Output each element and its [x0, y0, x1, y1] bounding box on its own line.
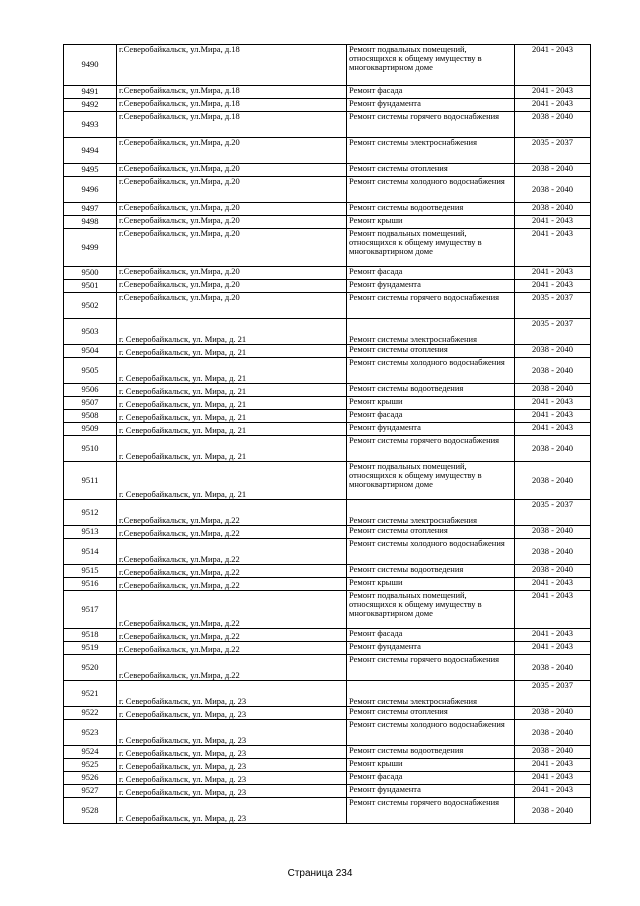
- table-row: [64, 293, 591, 319]
- row-period: 2038 - 2040: [515, 720, 591, 746]
- row-number: 9495: [64, 164, 117, 177]
- row-work-type: Ремонт фасада: [347, 629, 515, 642]
- row-period: 2041 - 2043: [515, 86, 591, 99]
- row-number: 9507: [64, 397, 117, 410]
- row-work-type: Ремонт подвальных помещений, относящихся к общему имуществу в многоквартирном доме: [347, 45, 515, 86]
- row-address: г. Северобайкальск, ул. Мира, д. 21: [117, 423, 347, 436]
- row-number: 9517: [64, 591, 117, 629]
- table-row: [64, 591, 591, 629]
- row-number: 9513: [64, 526, 117, 539]
- row-number: 9490: [64, 45, 117, 86]
- table-row: [64, 681, 591, 707]
- row-number: 9526: [64, 772, 117, 785]
- row-number: 9525: [64, 759, 117, 772]
- row-period: 2041 - 2043: [515, 45, 591, 86]
- row-address: г. Северобайкальск, ул. Мира, д. 23: [117, 759, 347, 772]
- row-address: г.Северобайкальск, ул.Мира, д.18: [117, 112, 347, 138]
- table-row: [64, 798, 591, 824]
- row-address: г. Северобайкальск, ул. Мира, д. 21: [117, 410, 347, 423]
- row-period: 2041 - 2043: [515, 591, 591, 629]
- table-row: [64, 578, 591, 591]
- row-number: 9524: [64, 746, 117, 759]
- row-number: 9502: [64, 293, 117, 319]
- row-period: 2035 - 2037: [515, 138, 591, 164]
- row-period: 2038 - 2040: [515, 526, 591, 539]
- row-address: г.Северобайкальск, ул.Мира, д.22: [117, 629, 347, 642]
- row-work-type: Ремонт системы горячего водоснабжения: [347, 112, 515, 138]
- row-number: 9497: [64, 203, 117, 216]
- row-period: 2038 - 2040: [515, 462, 591, 500]
- row-address: г. Северобайкальск, ул. Мира, д. 23: [117, 707, 347, 720]
- row-number: 9520: [64, 655, 117, 681]
- row-work-type: Ремонт крыши: [347, 759, 515, 772]
- page-number: Страница 234: [287, 868, 353, 879]
- row-number: 9519: [64, 642, 117, 655]
- row-number: 9501: [64, 280, 117, 293]
- row-work-type: Ремонт системы водоотведения: [347, 565, 515, 578]
- table-row: [64, 138, 591, 164]
- register-table: [63, 44, 591, 824]
- row-address: г.Северобайкальск, ул.Мира, д.22: [117, 655, 347, 681]
- table-row: [64, 642, 591, 655]
- row-number: 9515: [64, 565, 117, 578]
- row-period: 2038 - 2040: [515, 384, 591, 397]
- row-number: 9498: [64, 216, 117, 229]
- row-number: 9505: [64, 358, 117, 384]
- row-work-type: Ремонт системы холодного водоснабжения: [347, 177, 515, 203]
- row-number: 9499: [64, 229, 117, 267]
- row-address: г.Северобайкальск, ул.Мира, д.20: [117, 138, 347, 164]
- row-number: 9527: [64, 785, 117, 798]
- row-work-type: Ремонт фасада: [347, 772, 515, 785]
- row-work-type: Ремонт системы горячего водоснабжения: [347, 798, 515, 824]
- row-period: 2041 - 2043: [515, 397, 591, 410]
- row-work-type: Ремонт крыши: [347, 578, 515, 591]
- table-row: [64, 410, 591, 423]
- row-work-type: Ремонт фундамента: [347, 423, 515, 436]
- row-number: 9492: [64, 99, 117, 112]
- row-work-type: Ремонт системы отопления: [347, 345, 515, 358]
- row-address: г. Северобайкальск, ул. Мира, д. 23: [117, 720, 347, 746]
- table-row: [64, 655, 591, 681]
- row-address: г.Северобайкальск, ул.Мира, д.20: [117, 164, 347, 177]
- table-row: [64, 772, 591, 785]
- row-period: 2041 - 2043: [515, 759, 591, 772]
- table-row: [64, 539, 591, 565]
- row-address: г.Северобайкальск, ул.Мира, д.20: [117, 177, 347, 203]
- row-period: 2041 - 2043: [515, 229, 591, 267]
- row-address: г. Северобайкальск, ул. Мира, д. 23: [117, 746, 347, 759]
- row-address: г.Северобайкальск, ул.Мира, д.20: [117, 293, 347, 319]
- table-row: [64, 500, 591, 526]
- row-address: г.Северобайкальск, ул.Мира, д.22: [117, 578, 347, 591]
- table-row: [64, 177, 591, 203]
- row-work-type: Ремонт системы отопления: [347, 164, 515, 177]
- row-address: г. Северобайкальск, ул. Мира, д. 21: [117, 345, 347, 358]
- row-period: 2041 - 2043: [515, 578, 591, 591]
- row-work-type: Ремонт фундамента: [347, 280, 515, 293]
- row-number: 9496: [64, 177, 117, 203]
- row-number: 9504: [64, 345, 117, 358]
- row-period: 2041 - 2043: [515, 216, 591, 229]
- row-address: г. Северобайкальск, ул. Мира, д. 21: [117, 384, 347, 397]
- table-row: [64, 423, 591, 436]
- row-address: г. Северобайкальск, ул. Мира, д. 23: [117, 772, 347, 785]
- row-work-type: Ремонт крыши: [347, 216, 515, 229]
- row-address: г. Северобайкальск, ул. Мира, д. 21: [117, 397, 347, 410]
- table-row: [64, 267, 591, 280]
- row-address: г.Северобайкальск, ул.Мира, д.22: [117, 565, 347, 578]
- row-address: г.Северобайкальск, ул.Мира, д.18: [117, 99, 347, 112]
- row-address: г. Северобайкальск, ул. Мира, д. 21: [117, 319, 347, 345]
- row-work-type: Ремонт фундамента: [347, 642, 515, 655]
- row-address: г. Северобайкальск, ул. Мира, д. 23: [117, 785, 347, 798]
- row-number: 9500: [64, 267, 117, 280]
- row-period: 2041 - 2043: [515, 267, 591, 280]
- row-work-type: Ремонт системы холодного водоснабжения: [347, 720, 515, 746]
- row-period: 2035 - 2037: [515, 500, 591, 526]
- row-period: 2038 - 2040: [515, 655, 591, 681]
- row-period: 2038 - 2040: [515, 565, 591, 578]
- row-work-type: Ремонт фасада: [347, 410, 515, 423]
- table-row: [64, 629, 591, 642]
- row-period: 2041 - 2043: [515, 772, 591, 785]
- row-period: 2041 - 2043: [515, 423, 591, 436]
- row-period: 2041 - 2043: [515, 280, 591, 293]
- row-period: 2041 - 2043: [515, 99, 591, 112]
- row-work-type: Ремонт системы электроснабжения: [347, 138, 515, 164]
- register-table-body: [64, 45, 591, 824]
- row-address: г.Северобайкальск, ул.Мира, д.22: [117, 500, 347, 526]
- row-number: 9528: [64, 798, 117, 824]
- row-address: г.Северобайкальск, ул.Мира, д.20: [117, 229, 347, 267]
- row-work-type: Ремонт фундамента: [347, 99, 515, 112]
- row-address: г.Северобайкальск, ул.Мира, д.20: [117, 216, 347, 229]
- row-address: г.Северобайкальск, ул.Мира, д.18: [117, 86, 347, 99]
- row-number: 9491: [64, 86, 117, 99]
- row-period: 2038 - 2040: [515, 345, 591, 358]
- table-row: [64, 720, 591, 746]
- row-period: 2035 - 2037: [515, 681, 591, 707]
- table-row: [64, 345, 591, 358]
- table-row: [64, 462, 591, 500]
- row-work-type: Ремонт системы холодного водоснабжения: [347, 358, 515, 384]
- row-work-type: Ремонт системы электроснабжения: [347, 500, 515, 526]
- table-row: [64, 280, 591, 293]
- row-work-type: Ремонт фасада: [347, 267, 515, 280]
- row-work-type: Ремонт системы холодного водоснабжения: [347, 539, 515, 565]
- table-row: [64, 785, 591, 798]
- row-address: г. Северобайкальск, ул. Мира, д. 23: [117, 798, 347, 824]
- row-period: 2038 - 2040: [515, 177, 591, 203]
- table-row: [64, 358, 591, 384]
- table-row: [64, 436, 591, 462]
- row-work-type: Ремонт крыши: [347, 397, 515, 410]
- table-row: [64, 526, 591, 539]
- row-period: 2038 - 2040: [515, 164, 591, 177]
- row-address: г. Северобайкальск, ул. Мира, д. 21: [117, 462, 347, 500]
- row-address: г. Северобайкальск, ул. Мира, д. 23: [117, 681, 347, 707]
- table-row: [64, 229, 591, 267]
- table-row: [64, 203, 591, 216]
- row-period: 2038 - 2040: [515, 746, 591, 759]
- row-number: 9522: [64, 707, 117, 720]
- row-number: 9508: [64, 410, 117, 423]
- row-work-type: Ремонт системы водоотведения: [347, 384, 515, 397]
- row-number: 9512: [64, 500, 117, 526]
- table-row: [64, 86, 591, 99]
- row-period: 2038 - 2040: [515, 798, 591, 824]
- row-number: 9506: [64, 384, 117, 397]
- row-work-type: Ремонт подвальных помещений, относящихся к общему имуществу в многоквартирном доме: [347, 591, 515, 629]
- row-work-type: Ремонт системы горячего водоснабжения: [347, 293, 515, 319]
- row-work-type: Ремонт системы водоотведения: [347, 746, 515, 759]
- table-row: [64, 746, 591, 759]
- row-number: 9493: [64, 112, 117, 138]
- row-work-type: Ремонт системы горячего водоснабжения: [347, 655, 515, 681]
- table-row: [64, 319, 591, 345]
- row-work-type: Ремонт фасада: [347, 86, 515, 99]
- row-work-type: Ремонт системы отопления: [347, 526, 515, 539]
- table-row: [64, 397, 591, 410]
- row-period: 2041 - 2043: [515, 410, 591, 423]
- table-row: [64, 45, 591, 86]
- row-number: 9503: [64, 319, 117, 345]
- row-address: г.Северобайкальск, ул.Мира, д.20: [117, 267, 347, 280]
- row-period: 2035 - 2037: [515, 319, 591, 345]
- row-number: 9514: [64, 539, 117, 565]
- row-address: г.Северобайкальск, ул.Мира, д.22: [117, 539, 347, 565]
- row-number: 9521: [64, 681, 117, 707]
- table-row: [64, 99, 591, 112]
- row-address: г.Северобайкальск, ул.Мира, д.20: [117, 280, 347, 293]
- row-period: 2035 - 2037: [515, 293, 591, 319]
- row-address: г.Северобайкальск, ул.Мира, д.22: [117, 642, 347, 655]
- row-number: 9494: [64, 138, 117, 164]
- row-number: 9518: [64, 629, 117, 642]
- table-row: [64, 112, 591, 138]
- row-address: г.Северобайкальск, ул.Мира, д.20: [117, 203, 347, 216]
- row-work-type: Ремонт системы электроснабжения: [347, 681, 515, 707]
- row-number: 9511: [64, 462, 117, 500]
- row-period: 2038 - 2040: [515, 436, 591, 462]
- row-work-type: Ремонт подвальных помещений, относящихся к общему имуществу в многоквартирном доме: [347, 462, 515, 500]
- row-work-type: Ремонт фундамента: [347, 785, 515, 798]
- row-address: г.Северобайкальск, ул.Мира, д.22: [117, 526, 347, 539]
- row-number: 9516: [64, 578, 117, 591]
- row-work-type: Ремонт системы водоотведения: [347, 203, 515, 216]
- table-row: [64, 759, 591, 772]
- row-address: г.Северобайкальск, ул.Мира, д.22: [117, 591, 347, 629]
- row-address: г. Северобайкальск, ул. Мира, д. 21: [117, 358, 347, 384]
- row-period: 2041 - 2043: [515, 642, 591, 655]
- row-number: 9510: [64, 436, 117, 462]
- row-period: 2038 - 2040: [515, 539, 591, 565]
- row-number: 9509: [64, 423, 117, 436]
- row-work-type: Ремонт системы отопления: [347, 707, 515, 720]
- table-row: [64, 216, 591, 229]
- row-number: 9523: [64, 720, 117, 746]
- table-row: [64, 565, 591, 578]
- row-address: г. Северобайкальск, ул. Мира, д. 21: [117, 436, 347, 462]
- row-period: 2038 - 2040: [515, 112, 591, 138]
- table-row: [64, 164, 591, 177]
- row-address: г.Северобайкальск, ул.Мира, д.18: [117, 45, 347, 86]
- table-row: [64, 707, 591, 720]
- row-period: 2041 - 2043: [515, 629, 591, 642]
- row-work-type: Ремонт подвальных помещений, относящихся к общему имуществу в многоквартирном доме: [347, 229, 515, 267]
- row-period: 2038 - 2040: [515, 358, 591, 384]
- table-row: [64, 384, 591, 397]
- row-period: 2038 - 2040: [515, 707, 591, 720]
- row-work-type: Ремонт системы горячего водоснабжения: [347, 436, 515, 462]
- row-period: 2041 - 2043: [515, 785, 591, 798]
- row-period: 2038 - 2040: [515, 203, 591, 216]
- row-work-type: Ремонт системы электроснабжения: [347, 319, 515, 345]
